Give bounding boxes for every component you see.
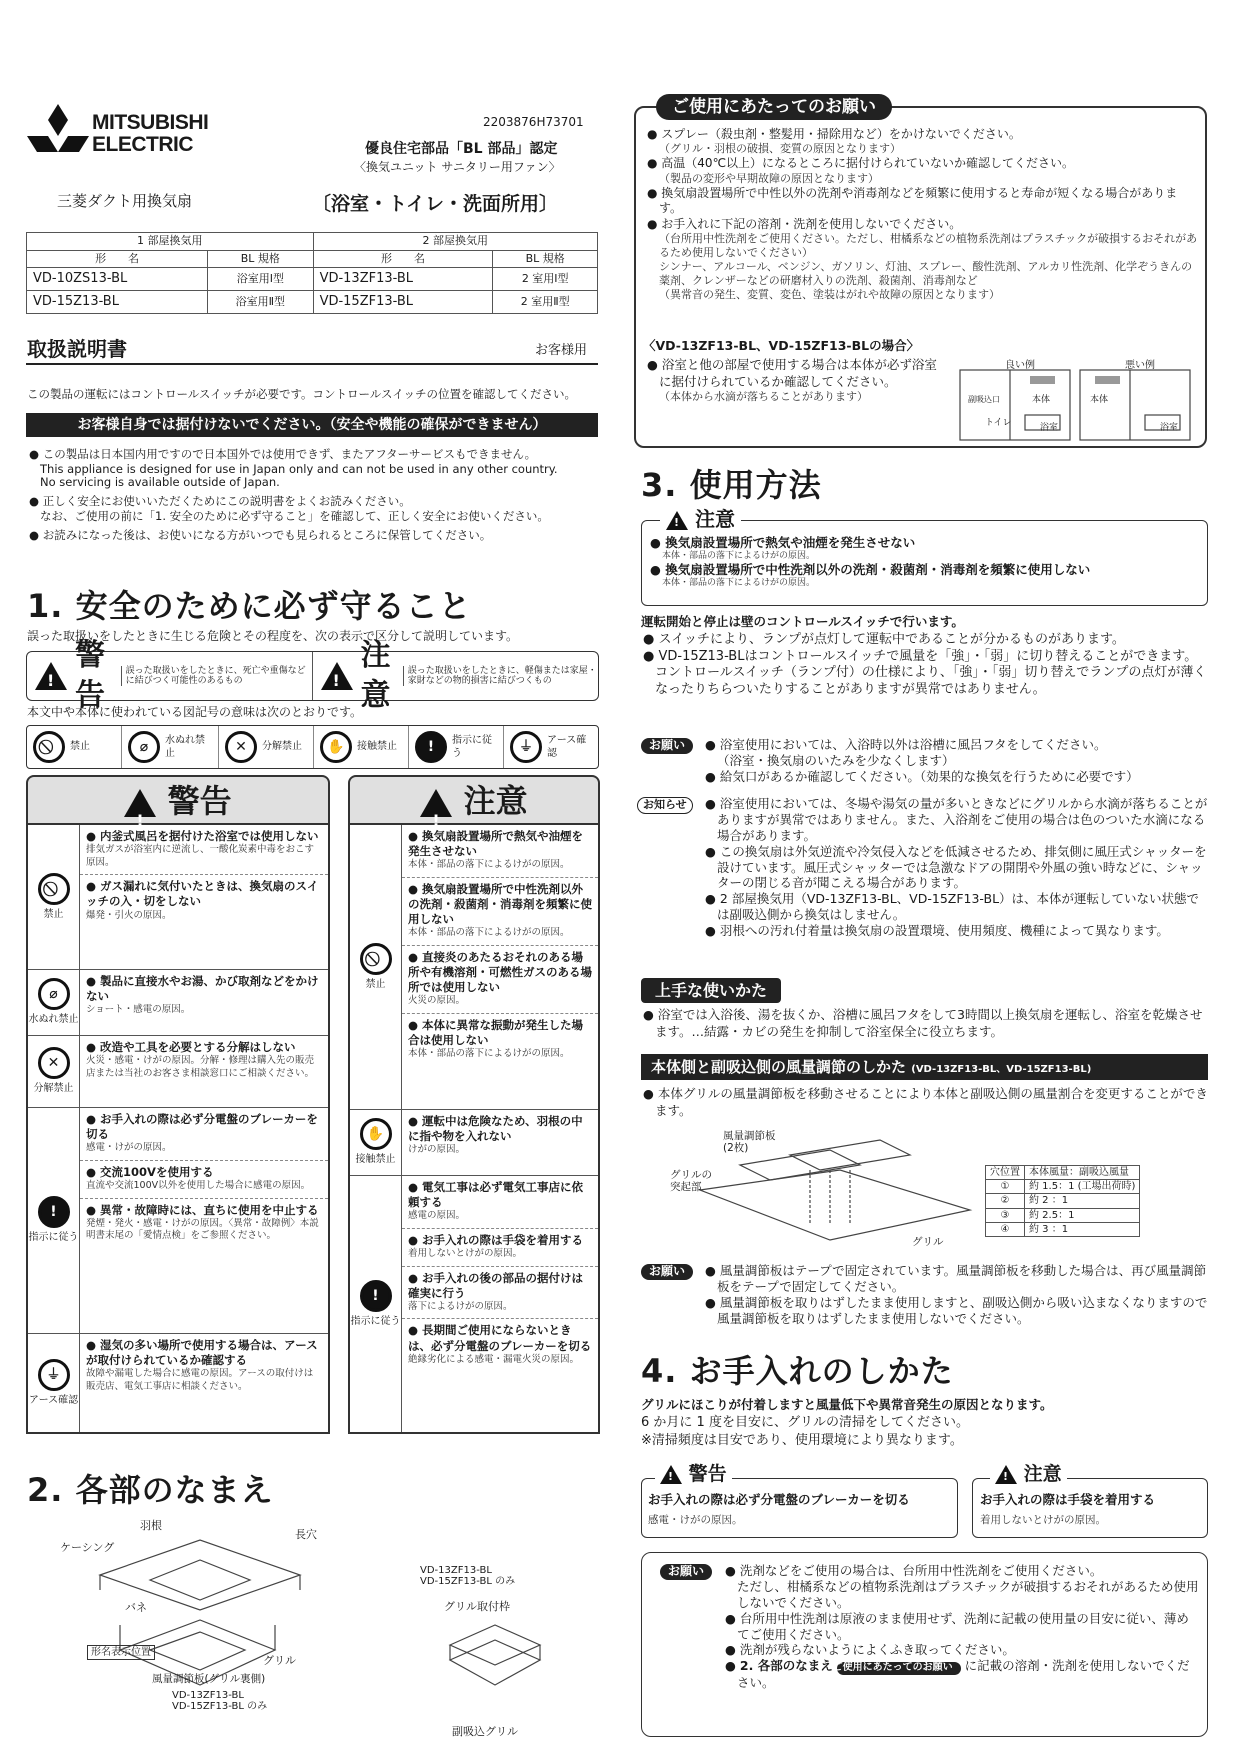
bad-example-label: 悪い例 [1125,360,1155,371]
onegai-tag-3: お願い [660,1564,712,1580]
bl-subtitle: 〈換気ユニット サニタリー用ファン〉 [354,160,561,174]
spec-table: 1 部屋換気用 2 部屋換気用 形 名 BL 規格 形 名 BL 規格 VD-10ZS13-BL 浴室用Ⅰ型 VD-13ZF13-BL 2 室用Ⅰ型 VD-15Z13-BL 浴室用Ⅱ型 VD-15ZF13-BL 2 室用Ⅱ型 [26,232,598,314]
care-caution-detail: 着用しないとけがの原因。 [980,1514,1106,1526]
prohibited-icon [360,943,392,975]
section-2-title: 2. 各部のなまえ [27,1471,274,1509]
manual-title: 取扱説明書 [27,337,127,361]
body-label-bad: 本体 [1090,395,1109,405]
table-row: ③ 約 2.5：1 [986,1208,1140,1222]
for-customer: お客様用 [535,343,588,358]
caution-heading-s3: ! 注意 [660,506,741,532]
brand-name: MITSUBISHI ELECTRIC [92,111,209,156]
aux-inlet-label: 副吸込口 [968,395,1000,404]
airflow-adjust-text: ● 本体グリルの風量調節板を移動させることにより本体と副吸込側の風量割合を変更することができます。 [643,1086,1208,1118]
good-example-label: 良い例 [1005,360,1035,371]
no-touch-icon: ✋ [360,1118,392,1150]
label-grill: グリル [263,1654,296,1667]
no-self-install-banner: お客様自身では据付けないでください。（安全や機能の確保ができません） [26,413,598,437]
usage-request-title: ご使用にあたってのお願い [656,94,892,120]
caution-triangle-icon [321,662,353,690]
mitsubishi-logo [27,104,89,160]
table-row: ④ 約 3 ：1 [986,1222,1140,1236]
label-grill-frame: グリル取付枠 [444,1600,510,1613]
table-row: ② 約 2 ：1 [986,1194,1140,1208]
label-grill-right: グリル [912,1236,944,1248]
airflow-adjust-title: 本体側と副吸込側の風量調節のしかた (VD-13ZF13-BL、VD-15ZF13-BL) [641,1054,1208,1080]
caution-triangle-icon [995,1465,1017,1484]
caution-triangle-icon [420,789,452,817]
zf-text: ● 浴室と他の部屋で使用する場合は本体が必ず浴室に据付けられているか確認してください。 （本体から水滴が落ちることがあります） [647,357,937,403]
ground-icon: ⏚ [510,731,542,763]
symbol-legend: 禁止 ⌀ 水ぬれ禁止 ✕ 分解禁止 ✋ 接触禁止 ! 指示に従う ⏚ アース確認 [26,725,599,769]
bath-label: 浴室 [1040,423,1059,433]
no-water-icon: ⌀ [128,731,160,763]
warning-panel: ! 警告 禁止 ● 内釜式風呂を据付けた浴室では使用しない 排気ガスが浴室内に逆流し、一酸化炭素中毒をおこす原因。 ● ガス漏れに気付いたときは、換気扇のスイッチの入・切をしない 爆発・引火の原因。 ⌀ 水ぬれ禁止 ● 製品に直接水やお湯、かび取剤などをかけない ショート・感電の原因。 ✕ 分解禁止 ● 改造や工具を必要とする分解はしない 火災・感電・けがの原因。分解・修理は購入先の販売店または当社のお客さま相談窓口にご相談ください。 ! 指示に従う ● お手入れの際は必ず分電盤のブレーカーを切る 感電・けがの原因。 ● 交流100Vを使用する 直流や交流100V以外を使用した場合に感電の原因。 ● 異常・故障時には、直ちに使用を中止する 発煙・発火・感電・けがの原因。〈異常・故障例〉本説明書末尾の「愛情点検」をご参照ください。 ⏚ アース確認 ● 湿気の多い場所で使用する場合は、アースが取付けられているか確認する 故障や漏電した場合に感電の原因。アースの取付けは販売店、電気工事店に相談ください。 [26,775,330,1434]
request-list: ● スプレー（殺虫剤・整髪用・掃除用など）をかけないでください。 （グリル・羽根の破損、変質の原因となります） ● 高温（40℃以上）になるところに据付けられていないか確認してください。 （製品の変形や早期故障の原因となります） ● 換気扇設置場所で中性以外の洗剤や消毒剤などを頻繁に使用すると寿命が短くなる場合があります。 ● お手入れに下記の溶剤・洗剤を使用しないでください。 （台所用中性洗剤をご使用ください。ただし、柑橘系などの植物系洗剤はプラスチックが破損するおそれがあるため使用しないでください） シンナー、アルコール、ベンジン、ガソリン、灯油、スプレー、酸性洗剤、アルカリ性洗剤、化学ぞうきんの薬剤、クレンザーなどの研磨材入りの洗剤、殺菌剤、消毒剤など （異常音の発生、変質、変色、塗装はがれや故障の原因となります） [647,127,1198,302]
label-only-models-2: VD-13ZF13-BL VD-15ZF13-BL のみ [420,1565,516,1587]
label-damper-plates: 風量調節板 (2枚) [723,1130,776,1154]
care-frequency: 6 か月に 1 度を目安に、グリルの清掃をしてください。 [641,1415,969,1430]
label-blade: 羽根 [140,1519,162,1532]
label-nameplate: 形名表示位置 [87,1645,155,1660]
care-warning-detail: 感電・けがの原因。 [648,1514,743,1526]
section-1-intro: 誤った取扱いをしたときに生じる危険とその程度を、次の表示で区分して説明しています。 [27,629,519,643]
caution-list-s3: ● 換気扇設置場所で熱気や油煙を発生させない 本体・部品の落下によるけがの原因。 ● 換気扇設置場所で中性洗剤以外の洗剤・殺菌剤・消毒剤を頻繁に使用しない 本体・部品の落下によるけがの原因。 [650,535,1091,588]
warning-triangle-icon [124,789,156,817]
no-disassembly-icon: ✕ [225,731,257,763]
table-row: ① 約 1.5：1 (工場出荷時) [986,1180,1140,1194]
onegai-tag-2: お願い [641,1264,693,1280]
intro-text: この製品の運転にはコントロールスイッチが必要です。コントロールスイッチの位置を確認してください。 [27,387,577,401]
usage-title: 〔浴室・トイレ・洗面所用〕 [312,193,559,215]
label-only-models: VD-13ZF13-BL VD-15ZF13-BL のみ [172,1690,268,1712]
oshirase-tag: お知らせ [637,797,693,814]
sub-grill-diagram [440,1615,550,1705]
no-touch-icon: ✋ [320,731,352,763]
caution-panel: ! 注意 禁止 ● 換気扇設置場所で熱気や油煙を発生させない 本体・部品の落下によるけがの原因。 ● 換気扇設置場所で中性洗剤以外の洗剤・殺菌剤・消毒剤を頻繁に使用しない 本体・部品の落下によるけがの原因。 ● 直接炎のあたるおそれのある場所や有機溶剤・可燃性ガスのある場所では使用しない 火災の原因。 ● 本体に異常な振動が発生した場合は使用しない 本体・部品の落下によるけがの原因。 ✋ 接触禁止 ● 運転中は危険なため、羽根の中に指や物を入れない けがの原因。 ! 指示に従う ● 電気工事は必ず電気工事店に依頼する 感電の原因。 ● お手入れの際は手袋を着用する 着用しないとけがの原因。 ● お手入れの後の部品の据付けは確実に行う 落下によるけがの原因。 ● 長期間ご使用にならないときは、必ず分電盤のブレーカーを切る 絶縁劣化による感電・漏電火災の原因。 [348,775,600,1434]
label-damper: 風量調節板(グリル裏側) [152,1673,266,1685]
warning-triangle-icon [660,1465,682,1484]
prohibited-icon [33,731,65,763]
care-note: ※清掃頻度は目安であり、使用環境により異なります。 [641,1433,963,1448]
bath-label-bad: 浴室 [1160,423,1179,433]
tips-title: 上手な使いかた [641,978,781,1003]
section-3-title: 3. 使用方法 [641,466,822,504]
onegai-tag: お願い [641,738,693,754]
zf-title: 〈VD-13ZF13-BL、VD-15ZF13-BLの場合〉 [643,338,920,353]
operation-list: ● スイッチにより、ランプが点灯して運転中であることが分かるものがあります。 ● VD-15Z13-BLはコントロールスイッチで風量を「強」・「弱」に切り替えることができます。 コントロールスイッチ（ランプ付）の仕様により、「強」・「弱」切り替えでランプの点灯が薄くなったりちらついたりすることがありますが異常ではありません。 [643,632,1207,697]
label-slot: 長穴 [295,1528,317,1541]
label-grill-projection: グリルの 突起部 [670,1169,712,1193]
care-caution-heading: ! 注意 [990,1462,1067,1487]
label-casing: ケーシング [60,1541,115,1554]
care-warning-heading: ! 警告 [655,1462,732,1487]
label-sub-grill: 副吸込グリル [452,1725,518,1738]
prohibited-icon [38,873,70,905]
care-lead: グリルにほこりが付着しますと風量低下や異常音発生の原因となります。 [641,1397,1053,1412]
care-warning-text: お手入れの際は必ず分電盤のブレーカーを切る [648,1492,910,1507]
symbol-intro: 本文中や本体に使われている図記号の意味は次のとおりです。 [27,705,363,719]
care-onegai-list: ● 洗剤などをご使用の場合は、台所用中性洗剤をご使用ください。 ただし、柑橘系などの植物系洗剤はプラスチックが破損するおそれがあるため使用しないでください。 ● 台所用中性洗剤は原液のまま使用せず、洗剤に記載の使用量の目安に従い、薄めてご使用ください。 ● 洗剤が残らないようによくふき取ってください。 ● 2. 各部のなまえ ご使用にあたってのお願い に記載の溶剤・洗剤を使用しないでください。 [725,1563,1199,1690]
follow-instruction-icon: ! [415,731,447,763]
toilet-label: トイレ [985,418,1012,428]
warning-triangle-icon [35,662,67,690]
operation-title: 運転開始と停止は壁のコントロールスイッチで行います。 [641,614,964,629]
airflow-ratio-table: 穴位置 本体風量：副吸込風量 ① 約 1.5：1 (工場出荷時) ② 約 2 ：1 ③ 約 2.5：1 ④ 約 3 ：1 [985,1165,1140,1237]
hazard-levels: ! 警告 誤った取扱いをしたときに、死亡や重傷などに結びつく可能性のあるもの ! 注意 誤った取扱いをしたときに、軽傷または家屋・家財などの物的損害に結びつくもの [26,651,599,701]
bl-title: 優良住宅部品「BL 部品」認定 [365,141,558,157]
table-row: VD-15Z13-BL 浴室用Ⅱ型 VD-15ZF13-BL 2 室用Ⅱ型 [27,291,598,314]
product-type: 三菱ダクト用換気扇 [57,192,193,210]
ground-icon: ⏚ [38,1359,70,1391]
tips-text: ● 浴室では入浴後、湯を抜くか、浴槽に風呂フタをして3時間以上換気扇を運転し、浴室を乾燥させます。…結露・カビの発生を抑制して浴室保全に役立ちます。 [643,1007,1203,1039]
no-water-icon: ⌀ [38,978,70,1010]
body-label: 本体 [1032,395,1051,405]
three-diamonds-icon [27,104,89,160]
notes-list: ● この製品は日本国内用ですので日本国外では使用できず、またアフターサービスもできません。 This appliance is designed for use in Japan only and can not be used in any other country. No servicing is available outside of Japan. ● 正しく安全にお使いいただくためにこの説明書をよくお読みください。 なお、ご使用の前に「1. 安全のために必ず守ること」を確認して、正しく安全にお使いください。 ● お読みになった後は、お使いになる方がいつでも見られるところに保管してください。 [29,447,558,542]
table-row: VD-10ZS13-BL 浴室用Ⅰ型 VD-13ZF13-BL 2 室用Ⅰ型 [27,268,598,291]
caution-triangle-icon [666,511,688,530]
section-1-title: 1. 安全のために必ず守ること [27,587,472,625]
follow-instruction-icon: ! [360,1280,392,1312]
onegai-list: ● 浴室使用においては、入浴時以外は浴槽に風呂フタをしてください。 （浴室・換気扇のいたみを少なくします） ● 給気口があるか確認してください。（効果的な換気を行うために必要です） [705,737,1139,784]
adjust-onegai-list: ● 風量調節板はテープで固定されています。風量調節板を移動した場合は、再び風量調節板をテープで固定してください。 ● 風量調節板を取りはずしたまま使用しますと、副吸込側から吸い込まなくなりますので風量調節板を取りはずしたまま使用しないでください。 [705,1263,1208,1326]
label-spring: バネ [125,1601,147,1614]
doc-number: 2203876H73701 [483,115,584,129]
no-disassembly-icon: ✕ [38,1047,70,1079]
care-caution-text: お手入れの際は手袋を着用する [980,1492,1156,1507]
follow-instruction-icon: ! [38,1196,70,1228]
oshirase-list: ● 浴室使用においては、冬場や湯気の量が多いときなどにグリルから水滴が落ちることがありますが異常ではありません。また、入浴剤をご使用の場合は色のついた水滴になる場合があります。 ● この換気扇は外気逆流や冷気侵入などを低減させるため、排気側に風圧式シャッターを設けています。風圧式シャッターでは急激なドアの開閉や外風の強い時などに、シャッターの閉じる音が聞こえる場合があります。 ● 2 部屋換気用（VD-13ZF13-BL、VD-15ZF13-BL）は、本体が運転していない状態では副吸込側から換気はしません。 ● 羽根への汚れ付着量は換気扇の設置環境、使用頻度、機種によって異なります。 [705,796,1208,938]
section-4-title: 4. お手入れのしかた [641,1352,954,1390]
